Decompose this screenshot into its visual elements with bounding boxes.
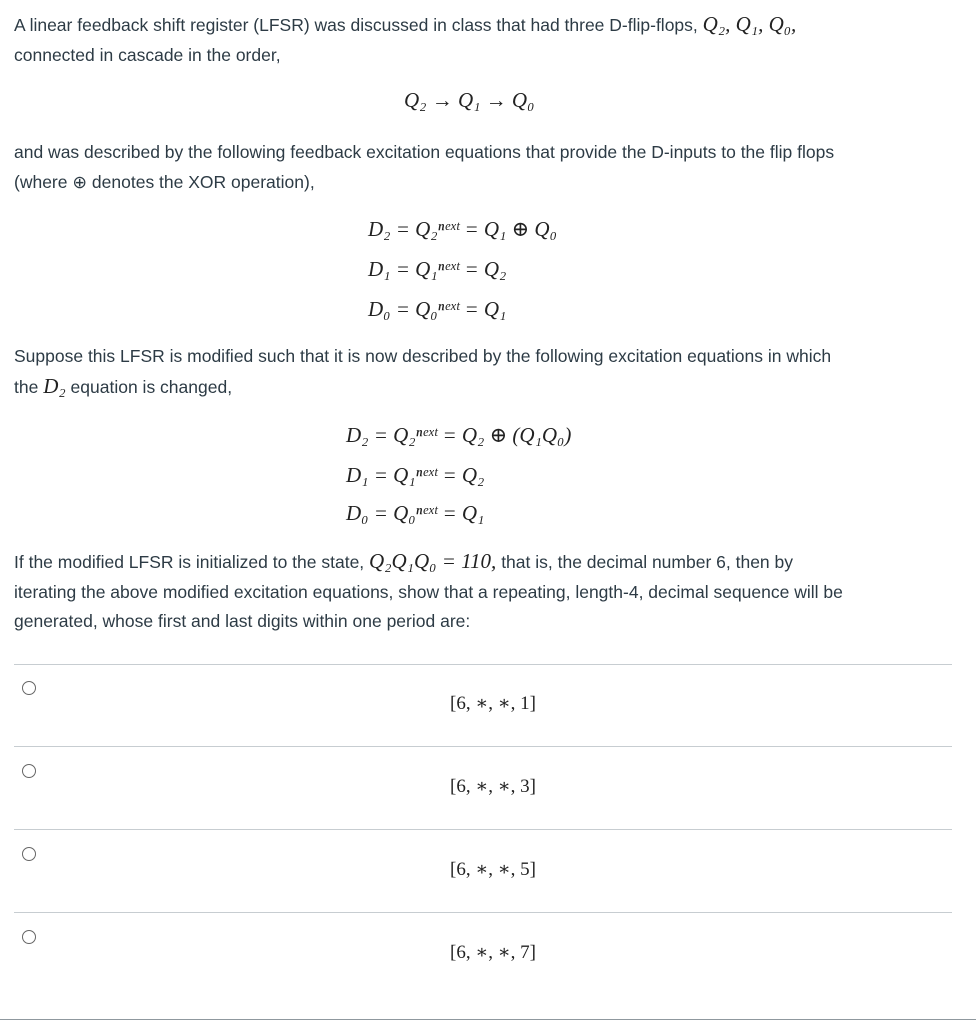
option-label: [6, ∗, ∗, 7]	[450, 942, 536, 963]
orig-eq-d1: D₁ = Q₁ⁿᵉˣᵗ = Q₂	[368, 257, 507, 281]
question-prompt: If the modified LFSR is initialized to the state, Q₂Q₁Q₀ = 110, that is, the decimal number 6, then by iterating the above modified excitation equations, show that a repeating, length-4, decimal sequence will be generated, whose first and last digits within one period are:	[14, 549, 843, 631]
divider	[14, 746, 952, 747]
flipflop-vars: Q₂, Q₁, Q₀,	[702, 12, 797, 36]
radio-option-4[interactable]	[22, 930, 36, 944]
mod-eq-d0: D₀ = Q₀ⁿᵉˣᵗ = Q₁	[346, 501, 485, 525]
divider	[14, 829, 952, 830]
option-label: [6, ∗, ∗, 5]	[450, 859, 536, 880]
radio-option-2[interactable]	[22, 764, 36, 778]
divider	[14, 664, 952, 665]
radio-option-1[interactable]	[22, 681, 36, 695]
option-label: [6, ∗, ∗, 3]	[450, 776, 536, 797]
modification-text: Suppose this LFSR is modified such that it is now described by the following excitation equations in which the D₂ equation is changed,	[14, 346, 832, 398]
mod-eq-d2: D₂ = Q₂ⁿᵉˣᵗ = Q₂ ⊕ (Q₁Q₀)	[346, 423, 572, 447]
radio-option-3[interactable]	[22, 847, 36, 861]
bottom-divider	[0, 1019, 976, 1020]
orig-eq-d2: D₂ = Q₂ⁿᵉˣᵗ = Q₁ ⊕ Q₀	[368, 217, 557, 241]
question-intro: A linear feedback shift register (LFSR) was discussed in class that had three D-flip-flops, Q₂, Q₁, Q₀, connected in cascade in the order,	[14, 12, 797, 65]
mod-eq-d1: D₁ = Q₁ⁿᵉˣᵗ = Q₂	[346, 463, 485, 487]
initial-state: Q₂Q₁Q₀ = 110,	[369, 549, 497, 573]
question-description: and was described by the following feedback excitation equations that provide the D-inputs to the flip flops (where ⊕ denotes the XOR operation),	[14, 142, 835, 192]
option-label: [6, ∗, ∗, 1]	[450, 693, 536, 714]
divider	[14, 912, 952, 913]
xor-symbol: ⊕	[72, 171, 88, 192]
orig-eq-d0: D₀ = Q₀ⁿᵉˣᵗ = Q₁	[368, 297, 507, 321]
cascade-order: Q₂ → Q₁ → Q₀	[404, 88, 535, 112]
